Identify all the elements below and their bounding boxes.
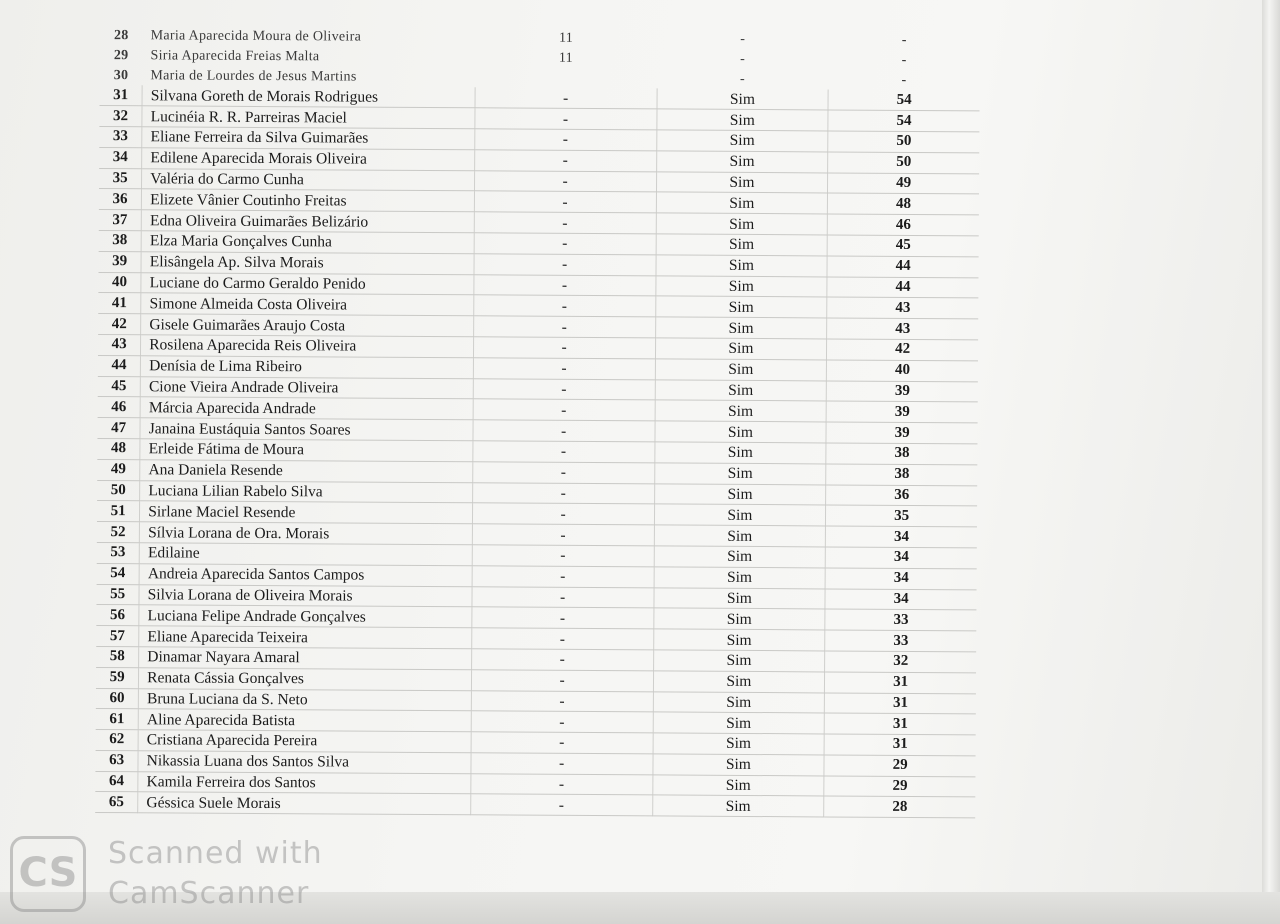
row-col-2: Sim [653, 671, 825, 693]
row-number: 29 [113, 48, 129, 64]
row-score: 42 [827, 339, 978, 361]
row-col-1 [475, 68, 657, 89]
row-number: 38 [99, 230, 142, 251]
row-name: Simone Almeida Costa Oliveira [141, 293, 474, 316]
row-number: 53 [97, 542, 140, 563]
row-score: 34 [825, 568, 976, 590]
row-score: 33 [825, 630, 976, 652]
row-score: 49 [828, 173, 979, 195]
row-col-2: Sim [652, 754, 824, 776]
row-col-2: Sim [653, 691, 825, 713]
row-col-1: - [474, 129, 656, 151]
row-name: Nikassia Luana dos Santos Silva [138, 751, 471, 774]
row-col-1: 11 [558, 50, 573, 67]
row-score: 54 [828, 110, 979, 132]
row-col-2: Sim [656, 213, 828, 235]
row-number: 35 [99, 168, 142, 189]
row-col-1: - [474, 191, 656, 213]
camscanner-logo-icon: CS [10, 836, 86, 912]
row-name: Edna Oliveira Guimarães Belizário [141, 210, 474, 233]
row-col-2: Sim [653, 712, 825, 734]
row-number: 63 [95, 750, 138, 771]
row-col-2: Sim [655, 359, 827, 381]
row-col-2: Sim [656, 130, 828, 152]
table-row [95, 792, 975, 818]
row-number: 40 [98, 272, 141, 293]
row-col-2: - [740, 71, 746, 87]
row-name: Maria de Lourdes de Jesus Martins [150, 68, 357, 85]
row-col-2: Sim [656, 109, 828, 131]
row-score: 54 [828, 90, 979, 111]
row-col-2: Sim [653, 587, 825, 609]
row-name: Ana Daniela Resende [140, 459, 473, 482]
row-score: 45 [827, 235, 978, 257]
row-score: 50 [828, 152, 979, 174]
row-name: Eliane Aparecida Teixeira [139, 626, 472, 649]
row-col-2: Sim [656, 151, 828, 173]
row-col-1: - [473, 316, 655, 338]
row-name: Janaina Eustáquia Santos Soares [140, 418, 473, 441]
row-col-1: - [475, 108, 657, 130]
row-col-1: - [471, 732, 653, 754]
row-col-1: 11 [558, 31, 574, 47]
row-number: 44 [98, 355, 141, 376]
row-col-1: - [473, 295, 655, 317]
row-number: 48 [97, 438, 140, 459]
row-score: 31 [825, 692, 976, 714]
row-col-2: Sim [655, 400, 827, 422]
row-score: 31 [825, 672, 976, 694]
row-score: 43 [827, 297, 978, 319]
row-col-2: Sim [653, 733, 825, 755]
row-col-2: Sim [652, 775, 824, 797]
roster-sheet [95, 26, 990, 819]
row-name: Kamila Ferreira dos Santos [138, 771, 471, 794]
row-score: 29 [824, 776, 975, 798]
row-number: 34 [99, 147, 142, 168]
row-col-1: - [471, 690, 653, 712]
row-col-2: Sim [656, 171, 828, 193]
row-number: 36 [99, 189, 142, 210]
row-name: Maria Aparecida Moura de Oliveira [150, 28, 362, 45]
row-score: 40 [827, 360, 978, 382]
row-name: Elisângela Ap. Silva Morais [141, 252, 474, 275]
row-col-2: Sim [656, 234, 828, 256]
row-score: 35 [826, 505, 977, 527]
row-col-1: - [472, 524, 654, 546]
row-col-2: Sim [656, 192, 828, 214]
row-col-1: - [472, 503, 654, 525]
row-name: Elizete Vânier Coutinho Freitas [142, 189, 475, 212]
row-number: 30 [113, 68, 129, 84]
row-col-1: - [474, 274, 656, 296]
row-col-1: - [471, 753, 653, 775]
row-number: 52 [97, 522, 140, 543]
row-name: Géssica Suele Morais [138, 792, 471, 815]
row-number: 31 [100, 85, 143, 106]
row-number: 60 [96, 688, 139, 709]
row-number: 46 [98, 397, 141, 418]
row-name: Silvana Goreth de Morais Rodrigues [142, 86, 475, 108]
row-number: 33 [99, 126, 142, 147]
row-score: 28 [824, 796, 975, 818]
row-number: 32 [99, 106, 142, 127]
row-col-2: Sim [652, 795, 824, 817]
row-score: 50 [828, 131, 979, 153]
row-number: 64 [95, 771, 138, 792]
row-number: 56 [96, 605, 139, 626]
row-name: Márcia Aparecida Andrade [140, 397, 473, 420]
row-col-2: Sim [654, 546, 826, 568]
row-col-1: - [473, 399, 655, 421]
row-col-2: Sim [655, 317, 827, 339]
row-name: Luciane do Carmo Geraldo Penido [141, 272, 474, 295]
row-score: 44 [827, 277, 978, 299]
row-score: - [901, 33, 907, 49]
row-col-2: Sim [654, 421, 826, 443]
row-col-1: - [474, 150, 656, 172]
row-number: 62 [96, 730, 139, 751]
row-col-1: - [475, 88, 657, 109]
watermark-line-1: Scanned with [108, 836, 323, 871]
row-col-1: - [472, 586, 654, 608]
row-score: 46 [828, 214, 979, 236]
row-col-1: - [472, 607, 654, 629]
row-number: 37 [99, 210, 142, 231]
row-score: 32 [825, 651, 976, 673]
row-col-2: Sim [655, 255, 827, 277]
row-col-1: - [472, 462, 654, 484]
row-number: 39 [98, 251, 141, 272]
row-number: 59 [96, 667, 139, 688]
row-col-1: - [472, 566, 654, 588]
row-number: 61 [96, 709, 139, 730]
row-col-2: Sim [654, 504, 826, 526]
row-col-1: - [471, 628, 653, 650]
row-col-1: - [474, 212, 656, 234]
row-score: - [901, 72, 907, 88]
row-score: 36 [826, 484, 977, 506]
row-col-2: Sim [657, 89, 829, 110]
row-name: Cristiana Aparecida Pereira [138, 730, 471, 753]
row-score: - [901, 53, 907, 69]
row-col-1: - [472, 545, 654, 567]
row-name: Elza Maria Gonçalves Cunha [141, 231, 474, 254]
row-name: Sílvia Lorana de Ora. Morais [140, 522, 473, 545]
row-name: Andreia Aparecida Santos Campos [139, 563, 472, 586]
row-col-1: - [473, 420, 655, 442]
row-name: Renata Cássia Gonçalves [139, 667, 472, 690]
row-col-2: - [740, 52, 746, 68]
row-number: 45 [98, 376, 141, 397]
row-col-2: Sim [655, 275, 827, 297]
row-number: 41 [98, 293, 141, 314]
row-number: 65 [95, 792, 138, 813]
row-number: 55 [96, 584, 139, 605]
row-name: Eliane Ferreira da Silva Guimarães [142, 127, 475, 150]
row-score: 31 [824, 713, 975, 735]
row-name: Erleide Fátima de Moura [140, 439, 473, 462]
row-name: Gisele Guimarães Araujo Costa [141, 314, 474, 337]
row-name: Denísia de Lima Ribeiro [141, 356, 474, 379]
row-number: 50 [97, 480, 140, 501]
row-score: 39 [826, 380, 977, 402]
row-number: 42 [98, 314, 141, 335]
row-number: 57 [96, 626, 139, 647]
row-col-1: - [471, 773, 653, 795]
row-name: Aline Aparecida Batista [138, 709, 471, 732]
row-number: 43 [98, 334, 141, 355]
roster-table-body [95, 26, 980, 818]
row-col-2: Sim [654, 525, 826, 547]
row-number: 49 [97, 459, 140, 480]
row-col-2: Sim [654, 567, 826, 589]
row-name: Luciana Lilian Rabelo Silva [140, 480, 473, 503]
row-col-1: - [474, 233, 656, 255]
row-col-1: - [473, 337, 655, 359]
row-col-2: Sim [653, 608, 825, 630]
row-col-2: Sim [654, 463, 826, 485]
row-number: 28 [113, 28, 129, 44]
watermark-line-2: CamScanner [108, 876, 310, 911]
row-col-2: Sim [654, 442, 826, 464]
row-col-1: - [470, 794, 652, 816]
row-number: 51 [97, 501, 140, 522]
row-col-2: Sim [654, 483, 826, 505]
row-col-2: Sim [653, 629, 825, 651]
row-col-1: - [474, 254, 656, 276]
row-name: Dinamar Nayara Amaral [139, 647, 472, 670]
watermark-text [108, 834, 323, 914]
row-number: 47 [97, 418, 140, 439]
row-col-2: Sim [653, 650, 825, 672]
row-col-1: - [473, 358, 655, 380]
row-name: Luciana Felipe Andrade Gonçalves [139, 605, 472, 628]
row-number: 58 [96, 646, 139, 667]
row-col-1: - [471, 711, 653, 733]
row-name: Silvia Lorana de Oliveira Morais [139, 584, 472, 607]
row-score: 38 [826, 443, 977, 465]
row-score: 34 [826, 526, 977, 548]
row-score: 34 [825, 547, 976, 569]
row-name: Lucinéia R. R. Parreiras Maciel [142, 106, 475, 129]
row-name: Valéria do Carmo Cunha [142, 168, 475, 191]
row-name: Bruna Luciana da S. Neto [139, 688, 472, 711]
row-col-2: Sim [655, 338, 827, 360]
row-name: Sirlane Maciel Resende [140, 501, 473, 524]
row-col-1: - [473, 441, 655, 463]
camscanner-watermark [10, 834, 340, 914]
row-number: 54 [97, 563, 140, 584]
row-score: 39 [826, 422, 977, 444]
row-col-1: - [474, 170, 656, 192]
row-score: 44 [827, 256, 978, 278]
row-name: Siria Aparecida Freias Malta [150, 48, 320, 65]
row-col-1: - [471, 669, 653, 691]
row-score: 43 [827, 318, 978, 340]
roster-table [95, 26, 980, 819]
page-edge-shadow [1262, 0, 1280, 924]
row-score: 33 [825, 609, 976, 631]
row-name: Edilaine [139, 543, 472, 566]
row-col-2: Sim [655, 379, 827, 401]
row-score: 39 [826, 401, 977, 423]
row-score: 31 [824, 734, 975, 756]
row-score: 34 [825, 588, 976, 610]
row-col-1: - [473, 378, 655, 400]
row-col-1: - [471, 649, 653, 671]
row-name: Rosilena Aparecida Reis Oliveira [141, 335, 474, 358]
row-score: 38 [826, 464, 977, 486]
row-score: 48 [828, 193, 979, 215]
row-col-1: - [472, 482, 654, 504]
row-score: 29 [824, 755, 975, 777]
row-col-2: Sim [655, 296, 827, 318]
row-col-2: - [740, 32, 746, 48]
row-name: Cione Vieira Andrade Oliveira [140, 376, 473, 399]
row-name: Edilene Aparecida Morais Oliveira [142, 148, 475, 171]
